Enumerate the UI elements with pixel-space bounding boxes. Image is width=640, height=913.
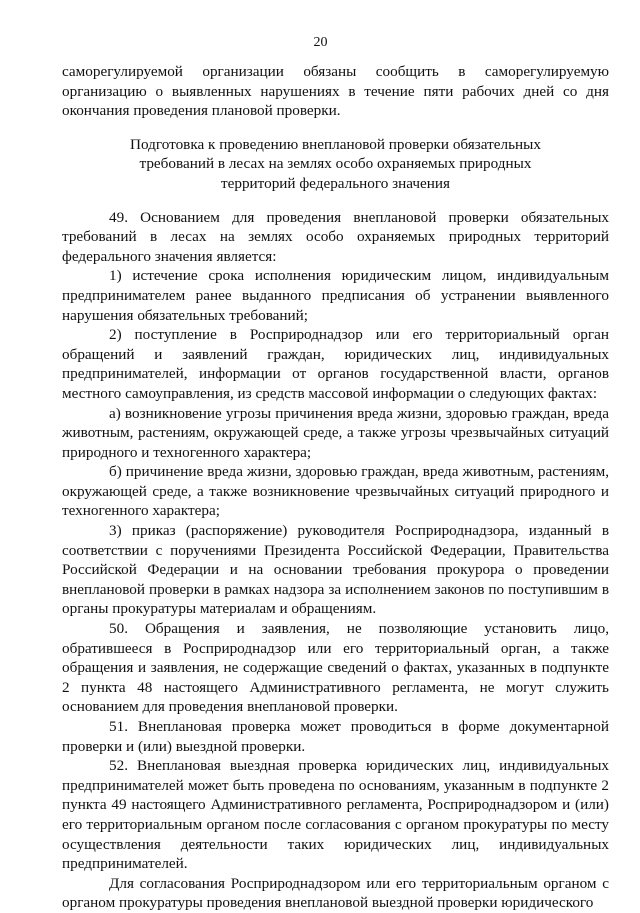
paragraph-49: 49. Основанием для проведения внеплановой проверки обязательных требований в лесах на землях особо охраняемых природных территорий федерального значения является: <box>62 208 609 265</box>
heading-line: Подготовка к проведению внеплановой проверки обязательных <box>130 135 541 153</box>
paragraph-50: 50. Обращения и заявления, не позволяющие установить лицо, обратившееся в Росприроднадзор или его территориальный орган, а также обращения и заявления, не содержащие сведений о фактах, указанных в подпункте 2 пункта 48 настоящего Административного регламента, не могут служить основанием для проведения внеплановой проверки. <box>62 620 609 716</box>
paragraph-52: 52. Внеплановая выездная проверка юридических лиц, индивидуальных предпринимателей может быть проведена по основаниям, указанным в подпункте 2 пункта 49 настоящего Административного регламента, Росприроднадзором и (или) его территориальным органом после согласования с органом прокуратуры по месту осуществления деятельности таких юридических лиц, индивидуальных предпринимателей. <box>62 757 609 873</box>
paragraph-49-item-2a: а) возникновение угрозы причинения вреда жизни, здоровью граждан, вреда животным, растениям, окружающей среде, а также угрозы чрезвычайных ситуаций природного и техногенного характера; <box>62 404 609 461</box>
heading-line: требований в лесах на землях особо охраняемых природных <box>139 155 532 173</box>
paragraph-49-item-2b: б) причинение вреда жизни, здоровью граждан, вреда животным, растениям, окружающей среде, а также возникновение чрезвычайных ситуаций природного и техногенного характера; <box>62 463 609 520</box>
paragraph-49-item-3: 3) приказ (распоряжение) руководителя Росприроднадзора, изданный в соответствии с поручениями Президента Российской Федерации, Правительства Российской Федерации и на основании требования прокурора о проведении внеплановой проверки в рамках надзора за исполнением законов по поступившим в органы прокуратуры материалам и обращениям. <box>62 522 609 618</box>
paragraph-51: 51. Внеплановая проверка может проводиться в форме документарной проверки и (или) выездной проверки. <box>62 718 609 755</box>
paragraph-49-item-1: 1) истечение срока исполнения юридическим лицом, индивидуальным предпринимателем ранее выданного предписания об устранении выявленного нарушения обязательных требований; <box>62 267 609 324</box>
section-heading <box>62 135 609 194</box>
paragraph-52-continued: Для согласования Росприроднадзором или его территориальным органом с органом прокуратуры проведения внеплановой выездной проверки юридического <box>62 874 609 912</box>
page-number: 20 <box>313 35 328 50</box>
heading-line: территорий федерального значения <box>220 174 451 192</box>
intro-paragraph: саморегулируемой организации обязаны сообщить в саморегулируемую организацию о выявленных нарушениях в течение пяти рабочих дней со дня окончания проведения плановой проверки. <box>62 63 609 120</box>
paragraph-49-item-2: 2) поступление в Росприроднадзор или его территориальный орган обращений и заявлений граждан, юридических лиц, индивидуальных предпринимателей, информации от органов государственной власти, органов местного самоуправления, из средств массовой информации о следующих фактах: <box>62 326 609 402</box>
